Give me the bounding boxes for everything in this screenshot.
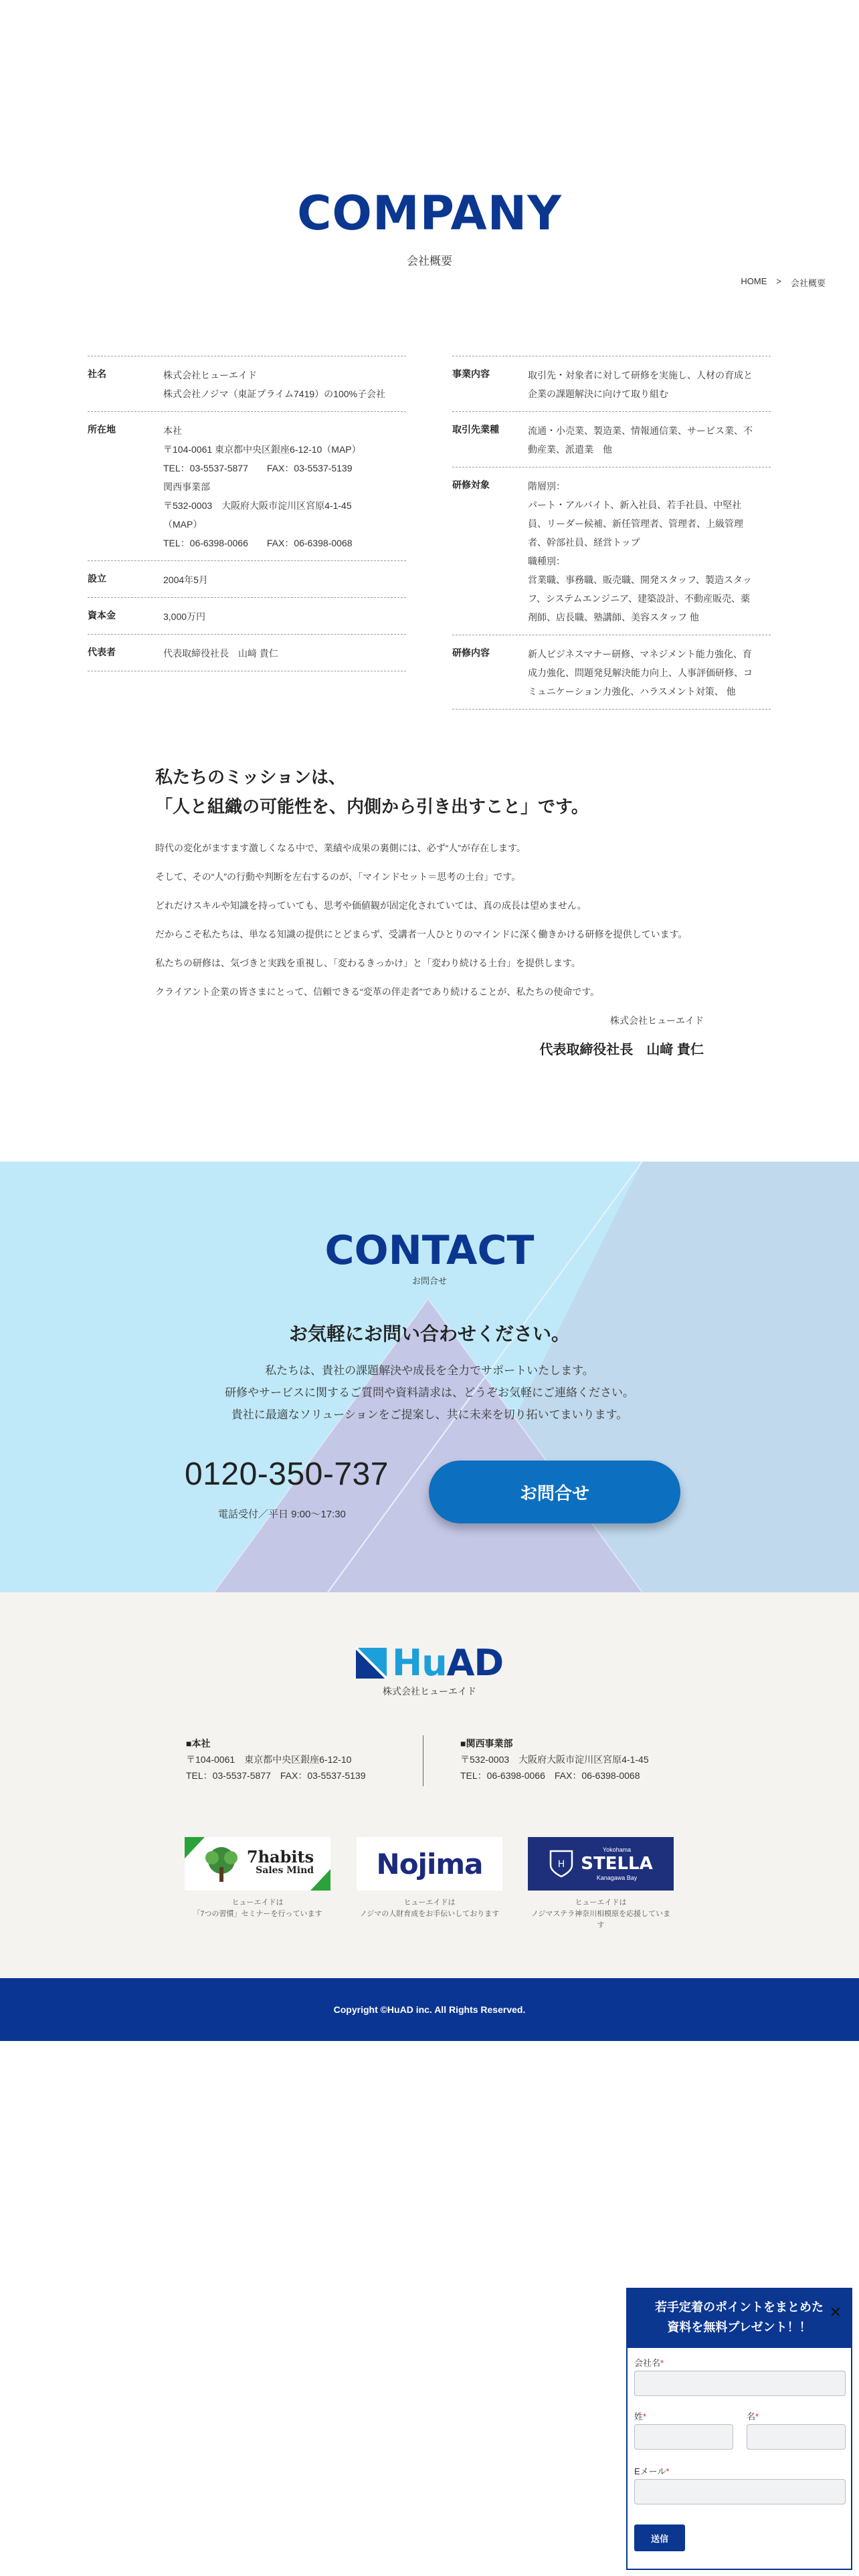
company-info-row: [88, 412, 406, 561]
close-icon[interactable]: ✕: [829, 2304, 842, 2321]
partner-caption: [185, 1897, 330, 1920]
first-name-label-text: 名: [747, 2411, 756, 2422]
partner-caption-line: 「7つの習慣」セミナーを行っています: [193, 1910, 322, 1918]
lead-form-popup: [626, 2288, 852, 2570]
company-info-key: 所在地: [88, 424, 116, 435]
partner-nojima[interactable]: [357, 1837, 502, 1920]
breadcrumb-separator: >: [776, 276, 781, 286]
company-info-value-line: 者、幹部社員、経営トップ: [528, 537, 640, 548]
company-info-row: [452, 635, 771, 710]
contact-hours: 電話受付／平日 9:00〜17:30: [218, 1509, 346, 1520]
required-mark: *: [666, 2466, 670, 2476]
company-info-value: [528, 477, 771, 627]
company-info-value-line: TEL：03-5537-5877 FAX：03-5537-5139: [163, 463, 353, 473]
partner-caption-line: ノジマの人財育成をお手伝いしております: [359, 1910, 500, 1918]
mission-paragraph: 時代の変化がますます激しくなる中で、業績や成果の裏側には、必ず“人”が存在します。: [155, 843, 526, 853]
contact-title: CONTACT: [324, 1227, 535, 1274]
company-info-value-line: 新人ビジネスマナー研修、マネジメント能力強化、育: [528, 649, 752, 659]
partner-caption: [528, 1897, 674, 1931]
contact-text: [0, 1360, 859, 1426]
partner-caption-line: ヒューエイドは: [231, 1899, 284, 1907]
stella-logo-text: STELLA: [581, 1854, 653, 1874]
contact-text-line: 私たちは、貴社の課題解決や成長を全力でサポートいたします。: [265, 1364, 594, 1377]
mission-paragraph: クライアント企業の皆さまにとって、信頼できる“変革の伴走者”であり続けることが、私たちの使命です。: [155, 986, 600, 997]
partner-logo-nojima: [357, 1837, 502, 1891]
submit-button[interactable]: 送信: [634, 2525, 685, 2551]
company-info-table-left: [88, 356, 406, 671]
company-info-value-line: 職種別：: [528, 556, 565, 566]
company-info-key: 設立: [88, 573, 106, 584]
mission-body: [155, 839, 704, 1012]
copyright: Copyright ©HuAD inc. All Rights Reserved.: [0, 1978, 859, 2041]
mission-paragraph: だからこそ私たちは、単なる知識の提供にとどまらず、受講者一人ひとりのマインドに深く働きかける研修を提供しています。: [155, 929, 688, 940]
stella-crest-icon: [549, 1849, 574, 1879]
logo-text-ad: AD: [446, 1642, 504, 1684]
company-info-value: [528, 366, 771, 403]
head-office-title: ■本社: [186, 1738, 211, 1749]
company-info-value-line: 株式会社ノジマ（東証プライム7419）の100%子会社: [163, 389, 385, 399]
head-office-address: 〒104-0061 東京都中央区銀座6-12-10: [186, 1754, 352, 1765]
contact-button[interactable]: お問合せ: [429, 1461, 680, 1523]
last-name-input[interactable]: [634, 2424, 733, 2450]
mission-signature-company: 株式会社ヒューエイド: [610, 1015, 704, 1026]
mission-heading-line-1: 私たちのミッションは、: [155, 767, 346, 787]
mission-signature-name: 代表取締役社長 山﨑 貴仁: [539, 1043, 704, 1057]
company-info-key: 取引先業種: [452, 424, 499, 435]
last-name-label: [634, 2409, 646, 2422]
company-info-value-line: 関西事業部: [163, 481, 210, 492]
company-info-value-line: 2004年5月: [163, 574, 208, 585]
company-name-label: [634, 2356, 664, 2369]
contact-lead: お気軽にお問い合わせください。: [288, 1323, 570, 1344]
company-info-value-line: 営業職、事務職、販売職、開発スタッフ、製造スタッ: [528, 574, 752, 585]
contact-text-line: 研修やサービスに関するご質問や資料請求は、どうぞお気軽にご連絡ください。: [225, 1386, 634, 1399]
company-info-value-line: 取引先・対象者に対して研修を実施し、人材の育成と: [528, 370, 753, 381]
partner-logo-7habits: [185, 1837, 330, 1891]
required-mark: *: [643, 2411, 647, 2422]
company-info-key: 研修内容: [452, 647, 490, 658]
logo-text-hu: Hu: [392, 1642, 447, 1684]
mission-paragraph: 私たちの研修は、気づきと実践を重視し、「変わるきっかけ」と「変わり続ける土台」を提供します。: [155, 958, 581, 968]
company-info-value-line: 企業の課題解決に向けて取り組む: [528, 389, 668, 399]
footer: [0, 1592, 859, 1978]
contact-section: [0, 1162, 859, 1592]
svg-text:H: H: [557, 1859, 565, 1870]
contact-phone-number[interactable]: 0120-350-737: [185, 1457, 389, 1492]
company-info-value-line: TEL：06-6398-0066 FAX：06-6398-0068: [163, 538, 353, 548]
contact-text-line: 貴社に最適なソリューションをご提案し、共に未来を切り拓いてまいります。: [231, 1408, 628, 1421]
partner-7habits-logo-subtext: Sales Mind: [256, 1865, 314, 1876]
company-info-value: [163, 366, 406, 403]
company-info-value: [528, 421, 771, 459]
breadcrumb: [741, 276, 826, 289]
company-info-key: 代表者: [88, 647, 116, 657]
breadcrumb-home-link[interactable]: HOME: [741, 276, 767, 286]
head-office-info: [186, 1735, 366, 1784]
company-info-value-line: 員、リーダー候補、新任管理者、管理者、上級管理: [528, 518, 743, 529]
required-mark: *: [755, 2411, 759, 2422]
kansai-office-info: [460, 1735, 649, 1784]
company-info-value-line: 階層別：: [528, 481, 565, 492]
company-info-value-line: 本社: [163, 425, 182, 436]
company-info-value-line[interactable]: 〒104-0061 東京都中央区銀座6-12-10（MAP）: [163, 444, 361, 455]
popup-title-line-1: 若手定着のポイントをまとめた: [655, 2300, 824, 2314]
head-office-tel-fax: TEL：03-5537-5877 FAX：03-5537-5139: [186, 1770, 366, 1781]
first-name-label: [747, 2409, 759, 2422]
popup-title-line-2: 資料を無料プレゼント！！: [667, 2321, 812, 2334]
company-subtitle: 会社概要: [407, 255, 452, 267]
partner-corner-shapes: [185, 1837, 330, 1891]
company-info-key: 事業内容: [452, 368, 490, 379]
footer-company-name: 株式会社ヒューエイド: [383, 1686, 476, 1697]
kansai-office-tel-fax: TEL：06-6398-0066 FAX：06-6398-0068: [460, 1770, 640, 1781]
company-info-value: [528, 645, 771, 701]
company-info-value-line: パート・アルバイト、新入社員、若手社員、中堅社: [528, 500, 742, 510]
company-info-key: 資本金: [88, 610, 116, 621]
company-info-value-line: 〒532-0003 大阪府大阪市淀川区宮原4-1-45: [163, 500, 352, 511]
company-info-value-line[interactable]: （MAP）: [163, 519, 203, 530]
email-label: [634, 2464, 669, 2477]
company-info-value-line: 剤師、店長職、塾講師、美容スタッフ 他: [528, 612, 699, 623]
mission-heading: [155, 762, 589, 821]
company-info-value-line: 3,000万円: [163, 611, 206, 622]
huad-logo-text: [392, 1642, 503, 1684]
huad-logo-mark-icon: [355, 1646, 388, 1680]
company-info-value: [163, 644, 406, 663]
company-info-row: [88, 598, 406, 635]
company-info-value: [163, 570, 406, 589]
partner-logo-stella: [528, 1837, 674, 1891]
company-info-row: [452, 356, 771, 412]
company-info-row: [88, 356, 406, 412]
company-name-label-text: 会社名: [634, 2358, 661, 2368]
kansai-office-title: ■関西事業部: [460, 1738, 513, 1749]
company-info-value-line: フ、システムエンジニア、建築設計、不動産販売、薬: [528, 593, 751, 604]
company-title: COMPANY: [297, 186, 562, 241]
breadcrumb-current: 会社概要: [790, 278, 826, 288]
company-info-value-line: 成力強化、問題発見解決能力向上、人事評価研修、コ: [528, 667, 753, 678]
nojima-logo-text: Nojima: [376, 1847, 483, 1881]
company-info-row: [452, 467, 771, 635]
company-info-row: [88, 561, 406, 598]
partner-caption-line: ヒューエイドは: [403, 1899, 456, 1907]
company-info-row: [88, 635, 406, 671]
partner-caption-line: ヒューエイドは: [575, 1899, 627, 1907]
company-info-table-right: [452, 356, 771, 710]
partner-7habits-logo-text: 7habits: [246, 1847, 314, 1866]
company-info-key: 研修対象: [452, 479, 490, 490]
kansai-office-address: 〒532-0003 大阪府大阪市淀川区宮原4-1-45: [460, 1754, 649, 1765]
stella-logo-top: Yokohama: [602, 1846, 632, 1853]
popup-header: [628, 2289, 851, 2348]
partner-stella[interactable]: [528, 1837, 674, 1931]
company-info-value-line: 動産業、派遣業 他: [528, 444, 612, 455]
company-info-value-line: 株式会社ヒューエイド: [163, 370, 257, 381]
mission-heading-line-2: 「人と組織の可能性を、内側から引き出すこと」です。: [155, 796, 589, 817]
contact-subtitle: お問合せ: [411, 1276, 447, 1286]
company-info-value-line: 流通・小売業、製造業、情報通信業、サービス業、不: [528, 425, 753, 436]
company-name-input[interactable]: [634, 2371, 846, 2396]
email-input[interactable]: [634, 2479, 846, 2504]
mission-paragraph: どれだけスキルや知識を持っていても、思考や価値観が固定化されていては、真の成長は望めません。: [155, 900, 587, 911]
company-info-value-line: 代表取締役社長 山﨑 貴仁: [163, 648, 278, 659]
partner-7habits[interactable]: [185, 1837, 330, 1920]
company-info-key: 社名: [88, 368, 106, 379]
last-name-label-text: 姓: [634, 2411, 644, 2422]
huad-logo[interactable]: [355, 1642, 503, 1684]
company-info-row: [452, 412, 771, 467]
company-info-value: [163, 421, 406, 552]
company-info-value-line: ミュニケーション力強化、ハラスメント対策、 他: [528, 686, 736, 697]
partner-caption-line: ノジマステラ神奈川相模原を応援しています: [531, 1910, 671, 1929]
required-mark: *: [660, 2358, 664, 2368]
stella-logo-sub: Kanagawa Bay: [596, 1874, 638, 1881]
partner-caption: [357, 1897, 502, 1920]
first-name-input[interactable]: [747, 2424, 846, 2450]
email-label-text: Eメール: [634, 2466, 666, 2476]
mission-paragraph: そして、その“人”の行動や判断を左右するのが、「マインドセット＝思考の土台」です。: [155, 871, 521, 882]
company-info-value: [163, 607, 406, 626]
